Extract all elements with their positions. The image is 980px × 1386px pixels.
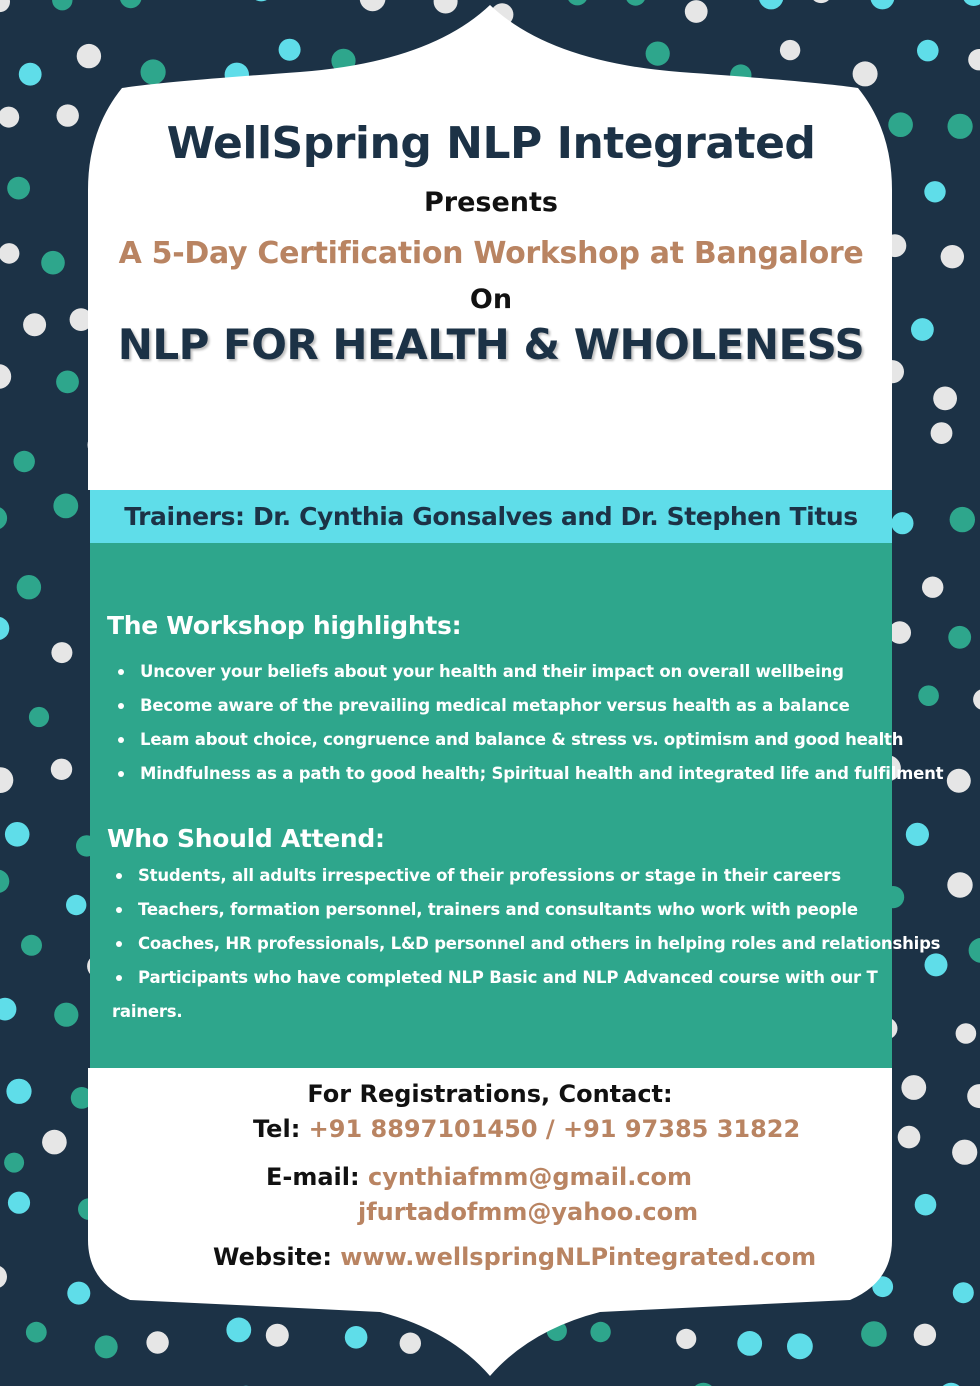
list-item-continuation: rainers. — [112, 1002, 183, 1021]
organization-title: WellSpring NLP Integrated — [166, 118, 816, 169]
bullet-icon — [116, 873, 122, 879]
contact-heading: For Registrations, Contact: — [307, 1080, 673, 1108]
bullet-icon — [116, 907, 122, 913]
email-line — [266, 1163, 692, 1191]
list-item: Leam about choice, congruence and balance & stress vs. optimism and good health — [118, 723, 888, 757]
email-link-1[interactable]: cynthiafmm@gmail.com — [367, 1163, 693, 1191]
bullet-icon — [116, 941, 122, 947]
bullet-icon — [118, 703, 124, 709]
phone-numbers[interactable]: +91 8897101450 / +91 97385 31822 — [308, 1115, 801, 1143]
email-label: E-mail: — [266, 1163, 360, 1191]
website-label: Website: — [213, 1243, 332, 1271]
details-panel — [90, 543, 944, 1068]
list-item: Uncover your beliefs about your health and their impact on overall wellbeing — [118, 655, 888, 689]
phone-label: Tel: — [253, 1115, 301, 1143]
presents-label: Presents — [424, 187, 558, 218]
website-line — [213, 1243, 816, 1271]
list-item: Mindfulness as a path to good health; Spiritual health and integrated life and fulfilment — [118, 757, 888, 791]
workshop-title: NLP FOR HEALTH & WHOLENESS — [117, 320, 865, 369]
workshop-subtitle: A 5-Day Certification Workshop at Bangalore — [118, 236, 864, 271]
highlights-list — [118, 655, 944, 791]
bullet-icon — [118, 669, 124, 675]
trainers-banner: Trainers: Dr. Cynthia Gonsalves and Dr. Stephen Titus — [90, 490, 892, 543]
attend-list — [112, 859, 941, 1029]
attend-heading: Who Should Attend: — [107, 824, 385, 853]
website-link[interactable]: www.wellspringNLPintegrated.com — [340, 1243, 817, 1271]
list-item: Students, all adults irrespective of their professions or stage in their careers — [116, 859, 886, 893]
on-label: On — [469, 284, 513, 315]
list-item: Teachers, formation personnel, trainers and consultants who work with people — [116, 893, 886, 927]
list-item: Participants who have completed NLP Basic and NLP Advanced course with our T — [116, 961, 886, 995]
bullet-icon — [118, 771, 124, 777]
bullet-icon — [118, 737, 124, 743]
highlights-heading: The Workshop highlights: — [107, 611, 462, 640]
list-item: Coaches, HR professionals, L&D personnel and others in helping roles and relationships — [116, 927, 886, 961]
list-item: Become aware of the prevailing medical metaphor versus health as a balance — [118, 689, 888, 723]
email-link-2[interactable]: jfurtadofmm@yahoo.com — [358, 1198, 699, 1226]
bullet-icon — [116, 975, 122, 981]
phone-line — [253, 1115, 800, 1143]
